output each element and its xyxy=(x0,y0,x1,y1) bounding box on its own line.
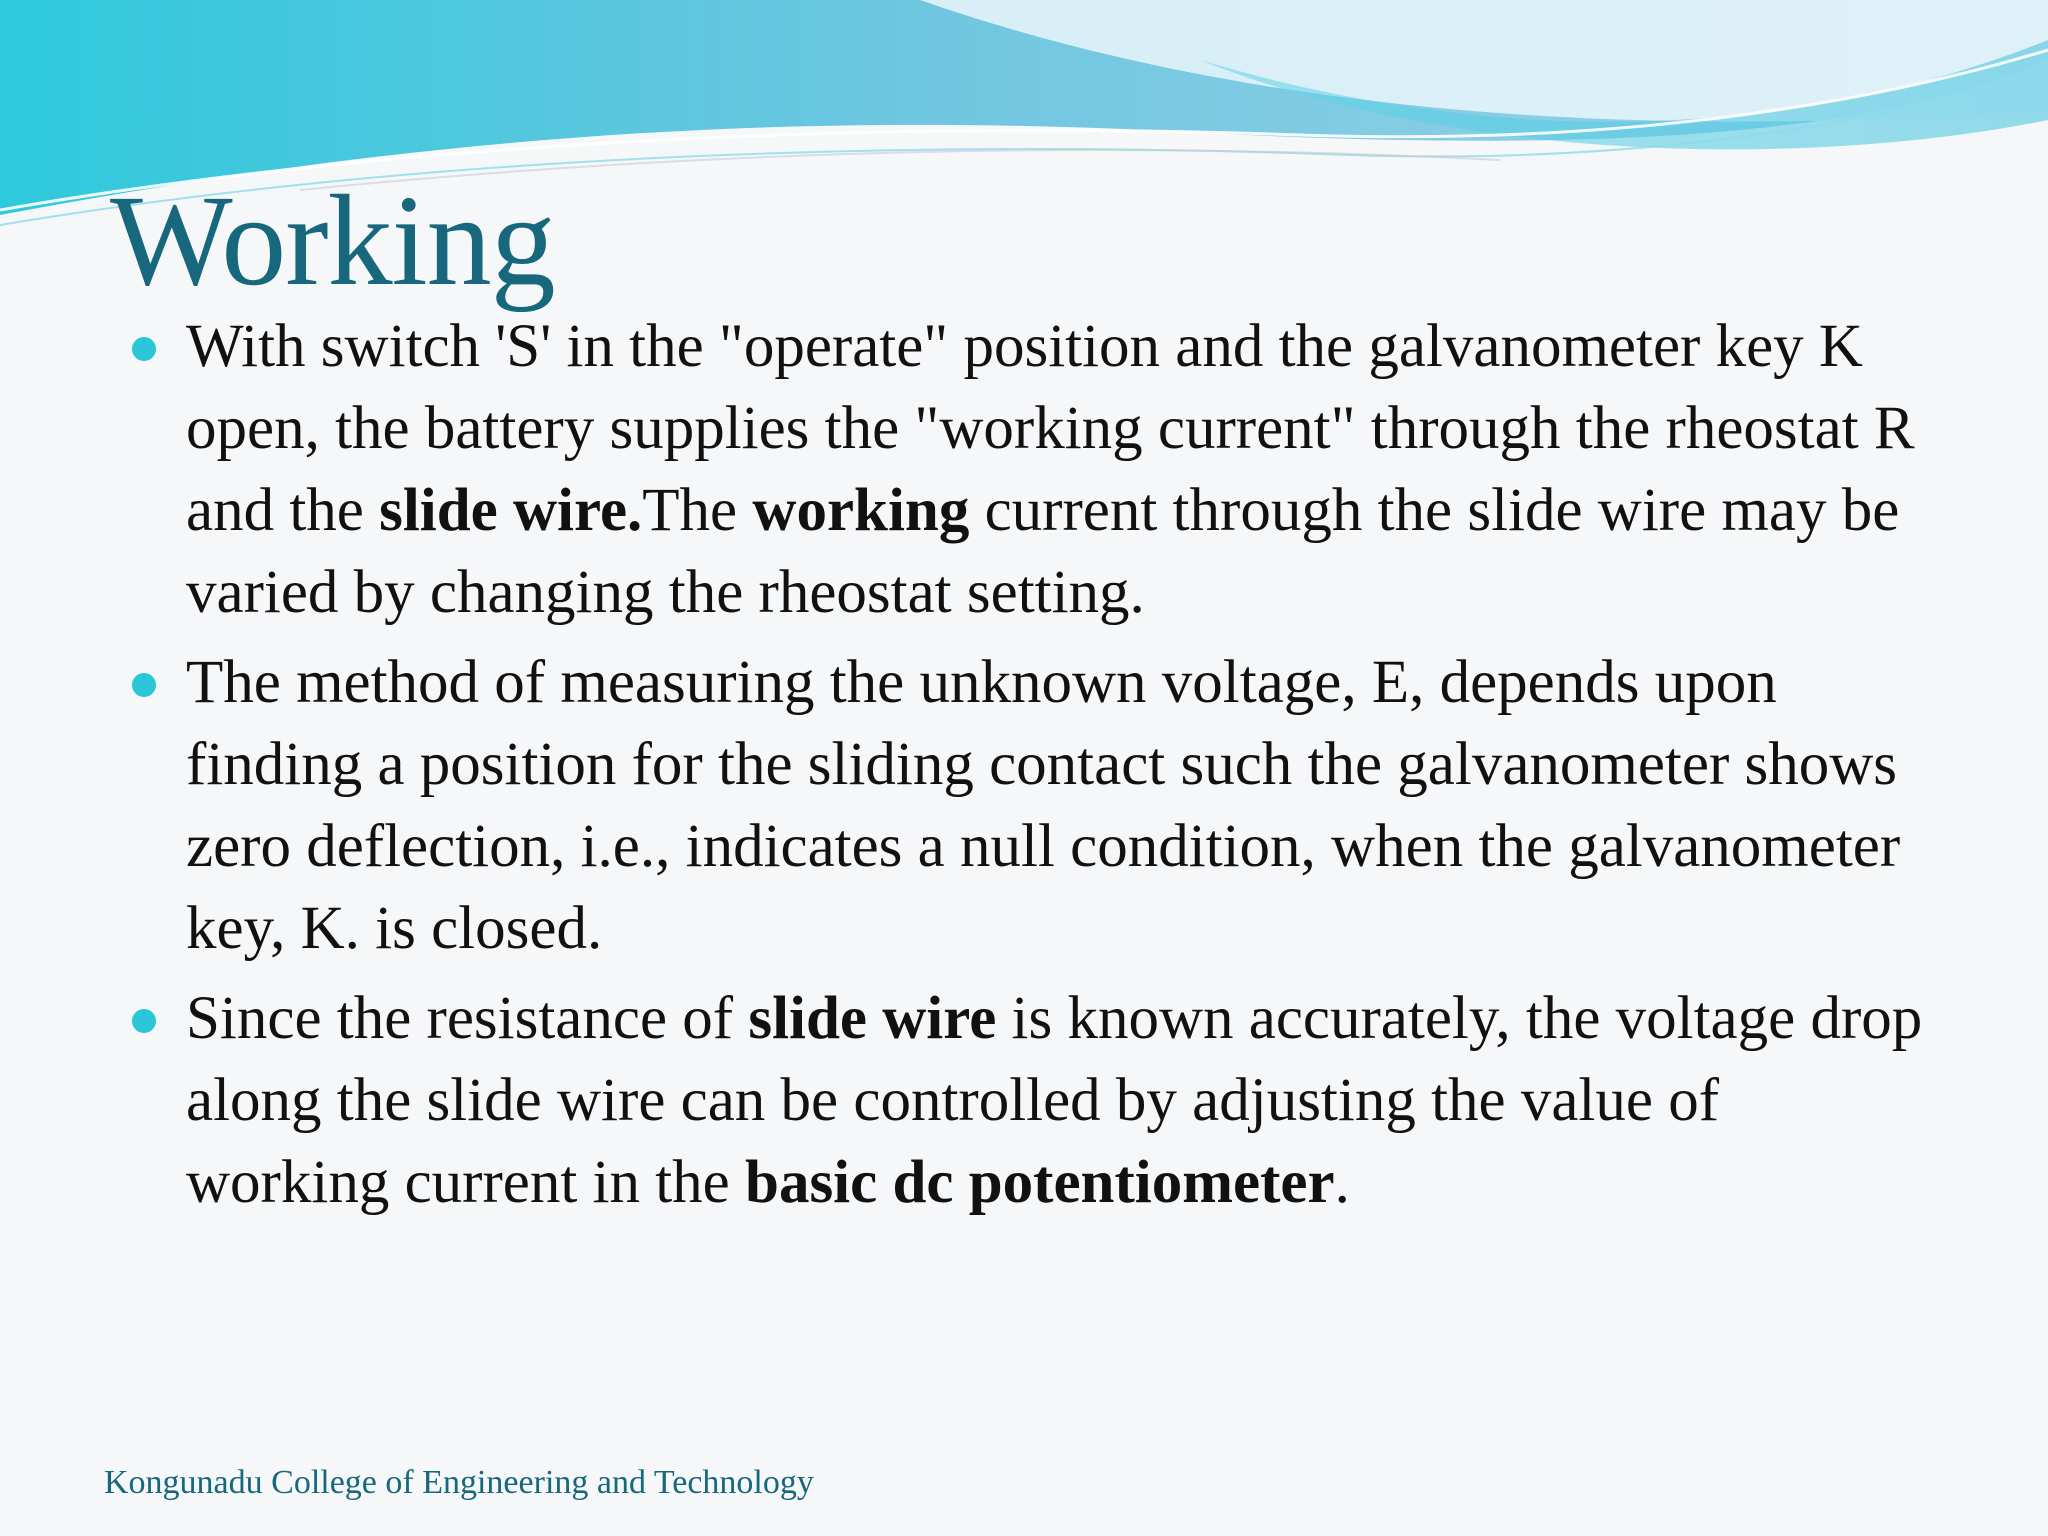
bullet-text: current through the slide wire may be varied by changing the rheostat setting. xyxy=(186,477,1900,626)
bullet-text: With switch 'S' in the "operate" position and the galvanometer key K open, the battery supplies the "working current" through the rheostat R and the xyxy=(186,313,1915,544)
bullet-bold-text: basic dc potentiometer xyxy=(745,1149,1335,1216)
slide-title: Working xyxy=(110,169,555,313)
bullet-text: The method of measuring the unknown voltage, E, depends upon finding a position for the sliding contact such the galvanometer shows zero deflection, i.e., indicates a null condition, when the galvanometer key, K. is closed. xyxy=(186,649,1901,962)
bullet-item-1 xyxy=(130,306,1930,634)
bullet-text: . xyxy=(1334,1149,1350,1216)
bullet-item-3 xyxy=(130,978,1930,1224)
bullet-text: is known accurately, the voltage drop along the slide wire can be controlled by adjusting the value of working current in the xyxy=(186,985,1923,1216)
bullet-item-2 xyxy=(130,642,1930,970)
footer-institution: Kongunadu College of Engineering and Technology xyxy=(104,1464,814,1501)
bullet-dot-icon xyxy=(132,1009,156,1033)
bullet-bold-text: working xyxy=(752,477,970,544)
bullet-text: The xyxy=(642,477,753,544)
bullet-dot-icon xyxy=(132,337,156,361)
bullet-dot-icon xyxy=(132,673,156,697)
bullet-text: Since the resistance of xyxy=(186,985,749,1052)
bullet-bold-text: slide wire xyxy=(748,985,997,1052)
bullet-bold-text: slide wire. xyxy=(379,477,643,544)
bullet-list xyxy=(130,306,1930,1232)
